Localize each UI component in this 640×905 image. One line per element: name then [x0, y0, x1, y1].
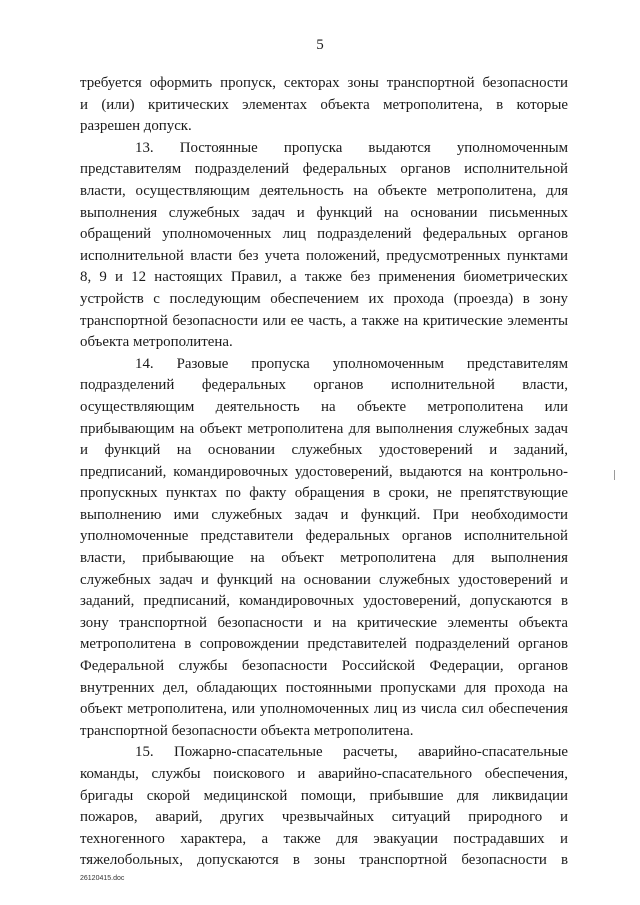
text-line: разрешен допуск. [80, 118, 192, 135]
text-line: устройств с последующим обеспечением их прохода (проезда) в зону [80, 290, 568, 307]
text-line: осуществляющим деятельность на объекте метрополитена или [80, 398, 568, 415]
text-line: выполнения служебных задач и функций на основании письменных [80, 204, 568, 221]
paragraph-continuation [80, 73, 568, 138]
text-line: 8, 9 и 12 настоящих Правил, а также без применения биометрических [80, 269, 568, 286]
paragraph-13 [80, 138, 568, 354]
text-line: транспортной безопасности объекта метрополитена. [80, 722, 414, 739]
text-line: Федеральной службы безопасности Российской Федерации, органов [80, 658, 568, 675]
paragraph-14 [80, 354, 568, 743]
text-line: власти, прибывающие на объект метрополитена для выполнения [80, 550, 568, 567]
paragraph-15 [80, 742, 568, 872]
text-line: тяжелобольных, допускаются в зоны транспортной безопасности в [80, 852, 568, 869]
text-line: объект метрополитена, или уполномоченных лиц из числа сил обеспечения [80, 701, 568, 718]
text-line: служебных задач и функций на основании служебных удостоверений и [80, 571, 568, 588]
text-line: уполномоченные представители федеральных органов исполнительной [80, 528, 568, 545]
text-line: внутренних дел, обладающих постоянными пропусками для прохода на [80, 679, 568, 696]
file-reference: 26120415.doc [80, 875, 125, 882]
text-line: зону транспортной безопасности и на критические элементы объекта [80, 614, 568, 631]
text-line: предписаний, командировочных удостоверений, выдаются на контрольно- [80, 463, 568, 480]
scan-artifact-mark [614, 470, 615, 480]
text-line: пропускных пунктах по факту обращения в сроки, не препятствующие [80, 485, 568, 502]
text-line: и (или) критических элементах объекта метрополитена, в которые [80, 96, 568, 113]
text-line: исполнительной власти без учета положений, предусмотренных пунктами [80, 247, 568, 264]
text-line: 14. Разовые пропуска уполномоченным представителям [135, 355, 568, 372]
text-line: объекта метрополитена. [80, 334, 233, 351]
text-line: команды, службы поискового и аварийно-спасательного обеспечения, [80, 766, 568, 782]
text-line: заданий, предписаний, командировочных удостоверений, допускаются в [80, 593, 568, 610]
text-line: обращений уполномоченных лиц подразделений федеральных органов [80, 226, 568, 243]
text-line: власти, осуществляющим деятельность на объекте метрополитена, для [80, 182, 568, 199]
text-line: выполнению ими служебных задач и функций. При необходимости [80, 506, 568, 523]
text-line: пожаров, аварий, других чрезвычайных ситуаций природного и [80, 809, 568, 826]
text-line: техногенного характера, а также для эвакуации пострадавших и [80, 830, 568, 847]
text-line: подразделений федеральных органов исполнительной власти, [80, 377, 568, 394]
text-line: 15. Пожарно-спасательные расчеты, аварийно-спасательные [135, 744, 568, 761]
text-line: прибывающим на объект метрополитена для выполнения служебных задач [80, 420, 568, 437]
document-body [80, 73, 568, 872]
text-line: требуется оформить пропуск, секторах зоны транспортной безопасности [80, 75, 568, 91]
text-line: метрополитена в сопровождении представителей подразделений органов [80, 636, 568, 653]
text-line: транспортной безопасности или ее часть, а также на критические элементы [80, 312, 568, 329]
text-line: 13. Постоянные пропуска выдаются уполномоченным [135, 139, 568, 156]
page-number: 5 [316, 37, 324, 53]
text-line: представителям подразделений федеральных органов исполнительной [80, 161, 568, 178]
text-line: и функций на основании служебных удостоверений и заданий, [80, 442, 568, 459]
text-line: бригады скорой медицинской помощи, прибывшие для ликвидации [80, 787, 568, 804]
